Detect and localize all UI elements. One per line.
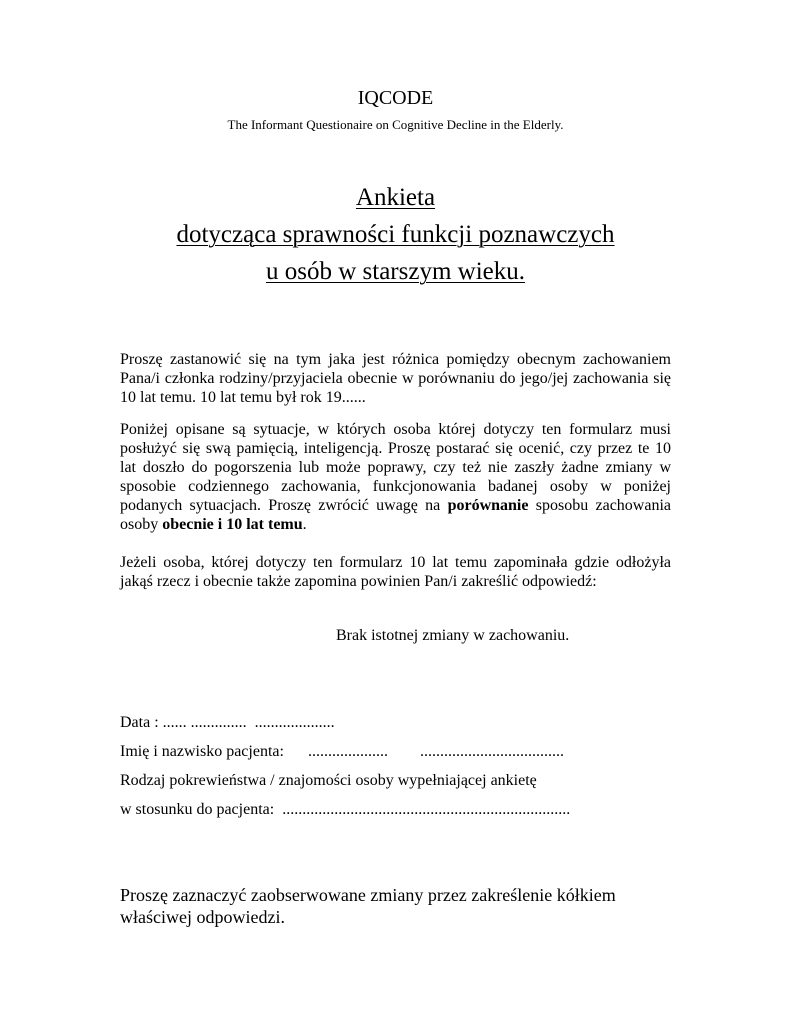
relation-field-label: Rodzaj pokrewieństwa / znajomości osoby wypełniającej ankietę: [120, 772, 537, 789]
example-paragraph-text: Jeżeli osoba, której dotyczy ten formularz 10 lat temu zapominała gdzie odłożyła jakąś rzecz i obecnie także zapomina powinien Pan/i zakreślić odpowiedź:: [120, 554, 671, 590]
example-answer: Brak istotnej zmiany w zachowaniu.: [336, 627, 570, 644]
patient-name-field-line: Imię i nazwisko pacjenta: .................... ....................................: [120, 743, 564, 760]
marking-instruction-text: Proszę zaznaczyć zaobserwowane zmiany przez zakreślenie kółkiem właściwej odpowiedzi.: [120, 885, 616, 927]
marking-instruction: [120, 884, 680, 928]
document-header-subtitle: The Informant Questionaire on Cognitive Decline in the Elderly.: [227, 117, 564, 132]
intro-paragraph-text: Proszę zastanowić się na tym jaka jest różnica pomiędzy obecnym zachowaniem Pana/i członka rodziny/przyjaciela obecnie w porównaniu do jego/jej zachowania się 10 lat temu. 10 lat temu był rok 19......: [120, 351, 671, 406]
example-paragraph: [120, 553, 671, 591]
relation-field-line: w stosunku do pacjenta: ........................................................................: [120, 801, 571, 818]
situations-bold-comparison: porównanie: [447, 497, 529, 514]
survey-title-line-1: Ankieta: [355, 184, 436, 211]
situations-text-part-1: Poniżej opisane są sytuacje, w których osoba której dotyczy ten formularz musi posłużyć się swą pamięcią, inteligencją. Proszę postarać się ocenić, czy przez te 10 lat doszło do pogorszenia lub może poprawy, czy też nie zaszły żadne zmiany w sposobie codziennego zachowania, funkcjonowania badanej osoby w poniżej podanych sytuacjach. Proszę zwrócić uwagę na: [120, 421, 671, 514]
intro-paragraph: [120, 350, 671, 407]
date-field-line: Data : ...... .............. ....................: [120, 714, 335, 731]
survey-title-line-3: u osób w starszym wieku.: [266, 258, 525, 285]
survey-title: [0, 179, 791, 290]
situations-text-part-3: .: [302, 516, 307, 533]
situations-paragraph: [120, 420, 671, 534]
situations-paragraph-text: [120, 420, 671, 534]
situations-bold-timeframe: obecnie i 10 lat temu: [162, 516, 303, 533]
document-header-title: IQCODE: [357, 87, 434, 109]
survey-title-line-2: dotycząca sprawności funkcji poznawczych: [176, 221, 615, 248]
situations-text-part-2: sposobu zachowania osoby: [120, 497, 671, 533]
